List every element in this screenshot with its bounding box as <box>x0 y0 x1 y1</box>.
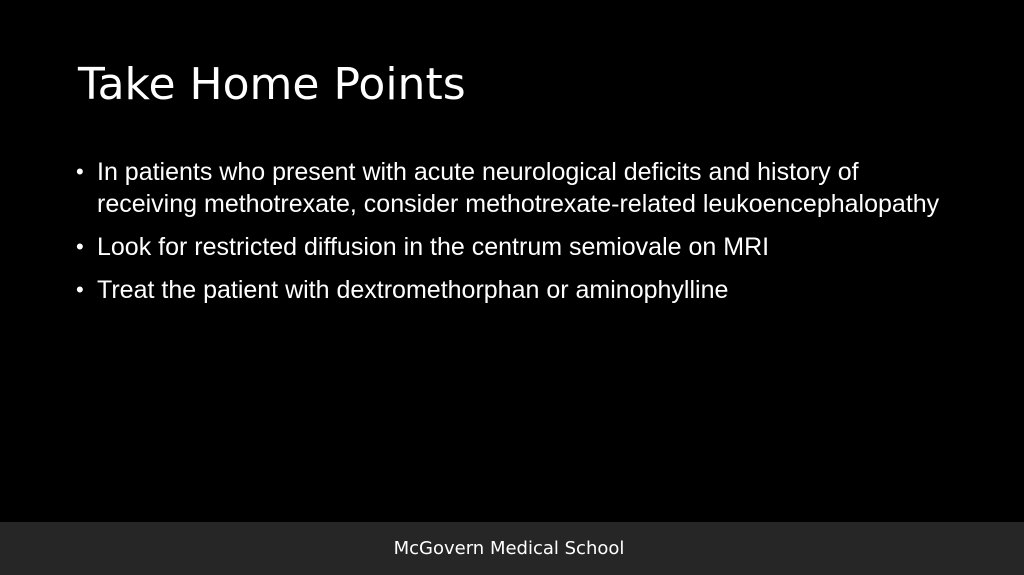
bullet-text: In patients who present with acute neurological deficits and history of receiving methotrexate, consider methotrexate-related leukoencephalopathy <box>97 158 940 218</box>
bullet-text: Look for restricted diffusion in the centrum semiovale on MRI <box>97 233 770 261</box>
bullet-item <box>76 156 956 220</box>
bullet-text: Treat the patient with dextromethorphan or aminophylline <box>97 276 729 304</box>
bullet-icon: • <box>76 277 84 302</box>
bullet-item <box>76 231 956 263</box>
slide-title: Take Home Points <box>78 59 466 110</box>
bullet-list <box>76 156 956 317</box>
footer-bar <box>0 522 1024 575</box>
bullet-icon: • <box>76 159 84 184</box>
footer-text: McGovern Medical School <box>393 538 625 559</box>
bullet-icon: • <box>76 234 84 259</box>
bullet-item <box>76 274 956 306</box>
